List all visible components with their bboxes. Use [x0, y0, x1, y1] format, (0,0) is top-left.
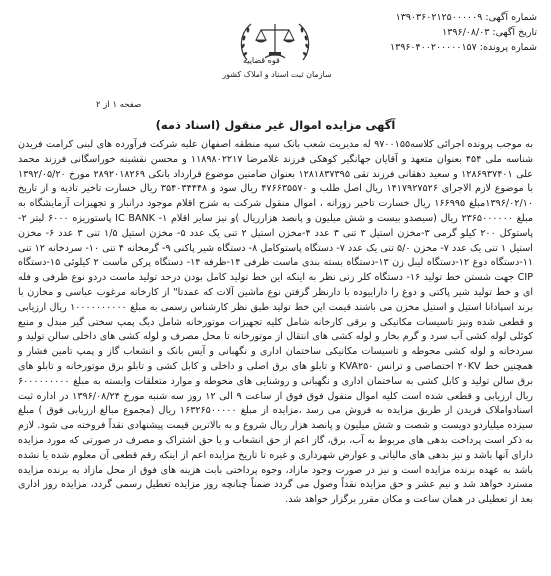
notice-title: آگهی مزایده اموال غیر منقول (اسناد ذمه) — [155, 118, 396, 132]
body-paragraph: به موجب پرونده اجرائی کلاسه۹۷۰۰۱۵۵ له مدیریت شعب بانک سپه منطقه اصفهان علیه شرکت فرآورده های لبنی کرامت فریدن شناسه ملی ۴۵۴ بعنوان متعهد و آقایان جهانگیر کوهکی فرزند غلامرضا ۱۱۸۹۸۰۲۲۱۷ و محسن نقشینه خوراسگانی فرزند محمد علی ۱۲۸۶۹۳۷۴۰۱ و سعید دهقانی فرزند تقی ۱۲۸۱۸۳۷۳۹۵ بعنوان ضامنین موضوع قرارداد بانکی ۲۸۹۲۰۱۸۲۶۹ مورخ ۱۳۹۲/۰۵/۲۰ با موضوع لازم الاجرای ۱۴۱۷۹۲۷۵۲۶ ریال اصل طلب و ۴۷۶۶۳۵۵۷۰ ریال سود و ۳۵۴۰۳۴۴۴۸ ریال خسارت تاخیر تادیه و از تاریخ ۱۳۹۶/۰۲/۱۰مبلغ ۱۶۶۹۹۵ ریال خسارت تاخیر روزانه ، اموال منقول شرکت به شرح اقلام موجود درانبار و تجهیزات آزمایشگاه به مبلغ ۲۳۶۵۰۰۰۰۰۰ ریال (سیصدو بیست و شش میلیون و پانصد هزارریال )و نیز سایر اقلام ۱- IC BANK پاستوریزه ۶۰۰۰ لیتر ۲- پاستوکل ۲۰۰ کیلو گرمی ۳-مخزن استیل ۳ تنی ۳ عدد ۴-مخزن استیل ۲ تنی یک عدد ۵- مخزن استیل ۱/۵ تنی ۳ عدد ۶- مخزن استیل ۱ تنی یک عدد ۷- مخزن ۵/۰ تنی یک عدد ۷- دستگاه پاستوکامل ۸- دستگاه شیر پاکنی ۹- گرمخانه ۴ تنی ۱۰- سردخانه ۱۲ تنی ۱۱-دستگاه دوغ ۱۲-دستگاه لیبل زن ۱۳-دستگاه بسته بندی ماست ظرفی ۱۴-ظرفه ۱۴- دستگاه پرکن ماست ۲ کیلوئی ۱۵-دستگاه CIP جهت شستن خط تولید ۱۶- دستگاه کلر زنی نظر به اینکه این خط تولید کامل بودن درحد تولید ماست دردو نوع ظرفی و فله ای و خط تولید شیر پاکتی و دوغ را داراییوده با دارنظر گرفتن نوع ماشین آلات که عمدتا" از کارخانه مرغوب عباسی و مخازن با برند اسپادانا استیل و استیل مخزن می باشند قیمت این خط تولید طبق نظر کارشناس رسمی به مبلغ ۱۰۰۰۰۰۰۰۰۰۰ ریال ارزیابی و قطعی شده ونیز تاسیسات مکانیکی و برقی کارخانه شامل کلیه تجهیزات موتورخانه شامل دیگ پمپ سختی گیر مبدل و منبع کوئلی لوله کشی آب سرد و گرم بخار و لوله کشی های انتقال از موتورخانه تا محل مصرف و لوله کشی های داخلی سالن تولید و سردخانه و لوله کشی محوطه و تاسیسات مکانیکی ساختمان اداری و نگهبانی و آیس بانک و انشعاب گاز و پمپ تامین فشار و همچنین خط ۲۰KV اختصاصی و ترانس KVA۲۵۰ و تابلو های برق اصلی و داخلی و کابل کشی و تابلو برق موتورخانه و تابلو های برق سالن تولید و کابل کشی به ساختمان اداری و نگهبانی و روشنایی های محوطه و موارد متعلقات وابسته به مبلغ ۶۰۰۰۰۰۰۰۰۰ ریال ارزیابی و قطعی شده است کلیه اموال منقول فوق فوق از ساعت ۹ الی ۱۲ روز سه شنبه مورخ ۱۳۹۶/۰۸/۲۴ در اداره ثبت اسنادواملاک فریدن از طریق مزایده به فروش می رسد ،مزایده از مبلغ ۱۶۳۲۶۵۰۰۰۰۰ ریال (مجموع مبالغ ارزیابی فوق ) مبلغ سیزده میلیاردو دویست و شصت و شش میلیون و پانصد هزار ریال شروع و به بالاترین قیمت پیشنهادی نقداً فروخته می شود. لازم به ذکر است پرداخت بدهی های مربوط به آب، برق، گاز اعم از حق انشعاب و یا حق اشتراک و مصرف در صورتی که مورد مزایده دارای آنها باشد و نیز بدهی های مالیاتی و عوارض شهرداری و غیره تا تاریخ مزایده اعم از اینکه رقم قطعی آن معلوم شده یا نشده باشد به عهده برنده مزایده است و نیز در صورت وجود مازاد، وجوه پرداختی بابت هزینه های فوق از محل مازاد به برنده مزایده مسترد خواهد شد و نیم عشر و حق مزایده نقداً وصول می گردد ضمناً چنانچه روز مزایده تعطیل رسمی گردد، مزایده روز اداری بعد از تعطیلی در همان ساعت و مکان مقرر برگزار خواهد شد. — [18, 139, 534, 506]
notice-meta — [390, 10, 537, 55]
notice-body — [18, 138, 533, 508]
notice-date: تاریخ آگهی: ۱۳۹۶/۰۸/۰۳ — [442, 27, 537, 38]
page-number: صفحه ۱ از ۲ — [96, 100, 142, 110]
case-number: شماره پرونده: ۱۳۹۶۰۴۰۰۲۰۰۰۰۰۱۵۷ — [390, 42, 537, 53]
judiciary-label: قوه قضاییه — [243, 56, 280, 65]
organization-name: سازمان ثبت اسناد و املاک کشور — [222, 70, 332, 79]
notice-number: شماره آگهی: ۱۳۹۰۳۶۰۲۱۲۵۰۰۰۰۰۹ — [395, 12, 537, 23]
